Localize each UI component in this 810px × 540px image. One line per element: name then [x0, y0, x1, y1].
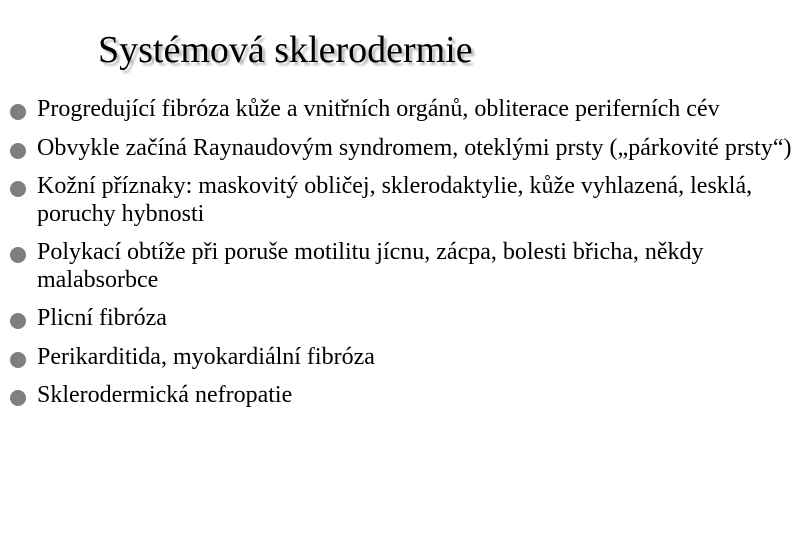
- bullet-icon: [10, 181, 26, 197]
- bullet-text: Progredující fibróza kůže a vnitřních orgánů, obliterace periferních cév: [37, 96, 720, 122]
- bullet-icon: [10, 104, 26, 120]
- bullet-list: [10, 96, 805, 421]
- bullet-icon: [10, 352, 26, 368]
- list-item: [10, 96, 805, 124]
- slide-title: Systémová sklerodermie: [98, 29, 473, 71]
- list-item: [10, 344, 805, 372]
- bullet-icon: [10, 143, 26, 159]
- bullet-text: Plicní fibróza: [37, 305, 167, 331]
- list-item: [10, 305, 805, 333]
- list-item: [10, 382, 805, 410]
- list-item: [10, 173, 805, 228]
- list-item: [10, 239, 805, 294]
- bullet-text: Obvykle začíná Raynaudovým syndromem, oteklými prsty („párkovité prsty“): [37, 134, 792, 161]
- bullet-text: Perikarditida, myokardiální fibróza: [37, 343, 375, 370]
- bullet-icon: [10, 247, 26, 263]
- bullet-icon: [10, 390, 26, 406]
- bullet-icon: [10, 313, 26, 329]
- bullet-text: Sklerodermická nefropatie: [37, 382, 293, 408]
- list-item: [10, 135, 805, 163]
- bullet-text: Kožní příznaky: maskovitý obličej, sklerodaktylie, kůže vyhlazená, lesklá, poruchy hybnosti: [37, 173, 753, 227]
- bullet-text: Polykací obtíže při poruše motilitu jícnu, zácpa, bolesti břicha, někdy malabsorbce: [37, 239, 704, 293]
